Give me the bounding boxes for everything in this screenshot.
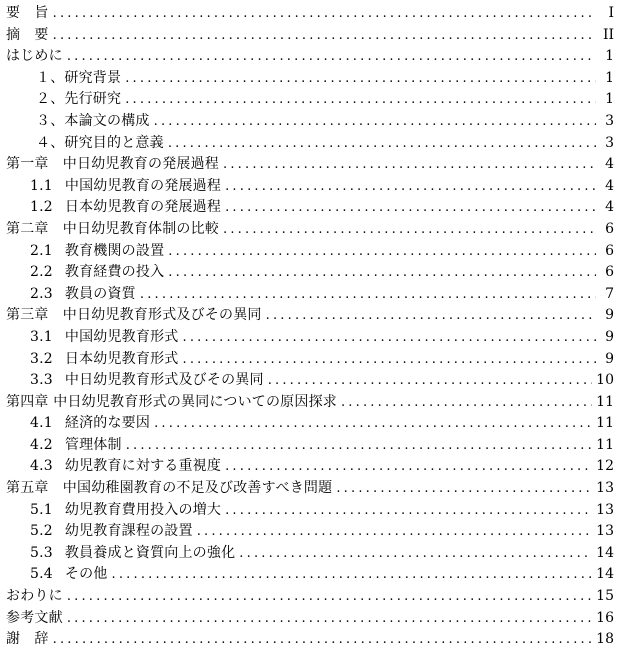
toc-page-number: 1	[605, 48, 614, 65]
toc-entry[interactable]	[0, 629, 626, 651]
toc-entry[interactable]	[0, 349, 626, 371]
toc-page-number: 14	[596, 566, 614, 583]
toc-entry-text: １、研究背景	[36, 69, 122, 86]
toc-entry[interactable]	[0, 392, 626, 414]
toc-page-number: 6	[605, 242, 614, 259]
toc-entry-text: 摘 要	[6, 26, 49, 43]
toc-entry-text: 幼児教育に対する重視度	[64, 458, 222, 475]
toc-leader-dots	[111, 564, 592, 586]
toc-page-number: 3	[605, 134, 614, 151]
toc-page-number: 6	[605, 264, 614, 281]
toc-leader-dots	[182, 349, 596, 371]
toc-entry[interactable]	[0, 564, 626, 586]
toc-leader-dots	[239, 543, 592, 565]
toc-page-number: 11	[596, 415, 614, 432]
toc-page-number: 7	[605, 285, 614, 302]
toc-leader-dots	[53, 3, 596, 25]
toc-entry-number: 3.1	[30, 328, 53, 345]
toc-entry-title	[6, 25, 49, 47]
toc-entry-number: 3.3	[30, 372, 53, 389]
toc-page-number: 4	[605, 199, 614, 216]
toc-leader-dots	[125, 68, 596, 90]
toc-entry-number: 4.2	[30, 436, 53, 453]
toc-entry-text: 第二章 中日幼児教育体制の比較	[6, 220, 219, 237]
toc-leader-dots	[168, 262, 596, 284]
toc-entry-title	[30, 521, 193, 543]
toc-entry-title	[6, 219, 219, 241]
toc-entry-text: その他	[64, 566, 108, 583]
toc-entry-title	[30, 349, 178, 371]
toc-page-number: 11	[596, 393, 614, 410]
toc-entry-text: はじめに	[6, 48, 63, 65]
toc-leader-dots	[140, 284, 596, 306]
toc-leader-dots	[225, 500, 592, 522]
toc-entry[interactable]	[0, 435, 626, 457]
toc-leader-dots	[154, 413, 592, 435]
toc-entry-text: ２、先行研究	[36, 91, 122, 108]
toc-entry[interactable]	[0, 197, 626, 219]
toc-entry-title	[30, 176, 221, 198]
toc-entry[interactable]	[0, 3, 626, 25]
toc-entry[interactable]	[0, 154, 626, 176]
toc-page-number: 9	[605, 307, 614, 324]
toc-leader-dots	[126, 435, 592, 457]
toc-entry-number: 5.3	[30, 544, 53, 561]
toc-leader-dots	[125, 89, 596, 111]
toc-leader-dots	[223, 154, 596, 176]
toc-page-number: 13	[596, 523, 614, 540]
toc-page-number: II	[602, 26, 614, 43]
toc-entry-title	[30, 564, 107, 586]
toc-leader-dots	[53, 629, 593, 651]
toc-entry[interactable]	[0, 413, 626, 435]
toc-entry-title	[6, 478, 332, 500]
toc-entry-title	[6, 305, 262, 327]
toc-entry[interactable]	[0, 500, 626, 522]
toc-entry-title	[6, 46, 63, 68]
toc-entry-title	[30, 327, 178, 349]
toc-page-number: 12	[596, 458, 614, 475]
toc-entry-text: 要 旨	[6, 5, 49, 21]
toc-entry[interactable]	[0, 305, 626, 327]
toc-leader-dots	[223, 219, 596, 241]
toc-page-number: 11	[596, 436, 614, 453]
toc-entry-number: 1.1	[30, 177, 53, 194]
toc-entry-text: 第三章 中日幼児教育形式及びその異同	[6, 307, 262, 324]
toc-entry[interactable]	[0, 176, 626, 198]
toc-page-number: 13	[596, 501, 614, 518]
toc-entry-title	[30, 413, 150, 435]
toc-entry-text: 第五章 中国幼稚園教育の不足及び改善すべき問題	[6, 480, 333, 497]
toc-entry-number: 3.2	[30, 350, 53, 367]
toc-page-number: 4	[605, 156, 614, 173]
toc-page-number: 13	[596, 480, 614, 497]
toc-entry-text: 中国幼児教育の発展過程	[64, 177, 222, 194]
toc-entry-text: 教育経費の投入	[64, 264, 165, 281]
toc-entry-title	[6, 586, 63, 608]
toc-entry[interactable]	[0, 89, 626, 111]
toc-entry-text: 第四章 中日幼児教育形式の異同についての原因探求	[6, 393, 337, 410]
toc-entry[interactable]	[0, 262, 626, 284]
toc-page-number: 18	[596, 631, 614, 648]
toc-page-number: 3	[605, 112, 614, 129]
toc-entry-text: ３、本論文の構成	[36, 112, 150, 129]
toc-page-number: 14	[596, 544, 614, 561]
toc-entry-title	[30, 241, 164, 263]
toc-leader-dots	[266, 305, 596, 327]
toc-entry-text: 教員養成と資質向上の強化	[64, 544, 236, 561]
toc-leader-dots	[225, 176, 596, 198]
toc-entry-text: 日本幼児教育形式	[64, 350, 179, 367]
toc-entry-text: 謝 辞	[6, 631, 49, 648]
toc-page-number: I	[608, 5, 614, 21]
toc-page-number: 10	[596, 372, 614, 389]
toc-entry-title	[30, 370, 264, 392]
toc-entry-number: 2.2	[30, 264, 53, 281]
toc-entry[interactable]	[0, 456, 626, 478]
toc-entry-number: 4.1	[30, 415, 53, 432]
toc-leader-dots	[154, 111, 596, 133]
toc-entry[interactable]	[0, 327, 626, 349]
toc-list	[0, 3, 626, 651]
toc-entry-title	[6, 629, 49, 651]
toc-entry-title	[30, 543, 235, 565]
toc-entry-text: おわりに	[6, 588, 63, 605]
toc-entry[interactable]	[0, 478, 626, 500]
toc-leader-dots	[197, 521, 592, 543]
toc-entry[interactable]	[0, 284, 626, 306]
toc-entry-text: 中国幼児教育形式	[64, 328, 179, 345]
toc-entry-text: 教員の資質	[64, 285, 136, 302]
toc-entry[interactable]	[0, 111, 626, 133]
toc-entry-text: 幼児教育費用投入の増大	[64, 501, 222, 518]
toc-entry-title	[36, 68, 121, 90]
toc-entry[interactable]	[0, 68, 626, 90]
toc-leader-dots	[268, 370, 592, 392]
toc-page-number: 1	[605, 69, 614, 86]
toc-page-number: 6	[605, 220, 614, 237]
toc-entry-text: 参考文献	[6, 609, 63, 626]
toc-page-number: 1	[605, 91, 614, 108]
toc-entry-title	[6, 608, 63, 630]
toc-entry[interactable]	[0, 25, 626, 47]
toc-entry-title	[30, 456, 221, 478]
toc-leader-dots	[67, 608, 592, 630]
toc-entry-title	[6, 154, 219, 176]
toc-entry-title	[36, 111, 150, 133]
toc-page-number: 9	[605, 350, 614, 367]
toc-entry[interactable]	[0, 543, 626, 565]
toc-entry-number: 5.4	[30, 566, 53, 583]
toc-entry[interactable]	[0, 241, 626, 263]
toc-entry-title	[6, 392, 337, 414]
toc-entry-title	[30, 500, 221, 522]
toc-entry-title	[6, 3, 49, 25]
toc-entry-number: 4.3	[30, 458, 53, 475]
toc-page-number: 16	[596, 609, 614, 626]
toc-entry-number: 2.3	[30, 285, 53, 302]
toc-entry-title	[30, 284, 136, 306]
toc-leader-dots	[67, 46, 596, 68]
toc-entry-title	[30, 435, 122, 457]
toc-leader-dots	[225, 456, 592, 478]
toc-leader-dots	[67, 586, 592, 608]
toc-entry-number: 5.2	[30, 523, 53, 540]
toc-leader-dots	[336, 478, 592, 500]
toc-leader-dots	[341, 392, 592, 414]
toc-leader-dots	[225, 197, 596, 219]
toc-entry[interactable]	[0, 219, 626, 241]
toc-entry[interactable]	[0, 586, 626, 608]
toc-page-number: 4	[605, 177, 614, 194]
toc-entry-title	[30, 197, 221, 219]
toc-entry-text: 幼児教育課程の設置	[64, 523, 193, 540]
toc-entry[interactable]	[0, 608, 626, 630]
toc-entry-text: 中日幼児教育形式及びその異同	[64, 372, 264, 389]
toc-leader-dots	[168, 241, 596, 263]
toc-entry[interactable]	[0, 133, 626, 155]
toc-entry-text: 経済的な要因	[64, 415, 151, 432]
toc-entry-number: 2.1	[30, 242, 53, 259]
toc-entry-title	[36, 133, 164, 155]
toc-entry-title	[30, 262, 164, 284]
toc-entry-number: 5.1	[30, 501, 53, 518]
toc-leader-dots	[182, 327, 596, 349]
toc-leader-dots	[53, 25, 596, 47]
toc-entry[interactable]	[0, 46, 626, 68]
toc-entry-text: 管理体制	[64, 436, 122, 453]
toc-entry-title	[36, 89, 121, 111]
toc-page-number: 9	[605, 328, 614, 345]
toc-page-number: 15	[596, 588, 614, 605]
toc-entry-number: 1.2	[30, 199, 53, 216]
toc-entry-text: ４、研究目的と意義	[36, 134, 164, 151]
toc-leader-dots	[168, 133, 596, 155]
toc-entry-text: 教育機関の設置	[64, 242, 165, 259]
toc-entry[interactable]	[0, 370, 626, 392]
toc-entry[interactable]	[0, 521, 626, 543]
toc-entry-text: 第一章 中日幼児教育の発展過程	[6, 156, 219, 173]
toc-entry-text: 日本幼児教育の発展過程	[64, 199, 222, 216]
